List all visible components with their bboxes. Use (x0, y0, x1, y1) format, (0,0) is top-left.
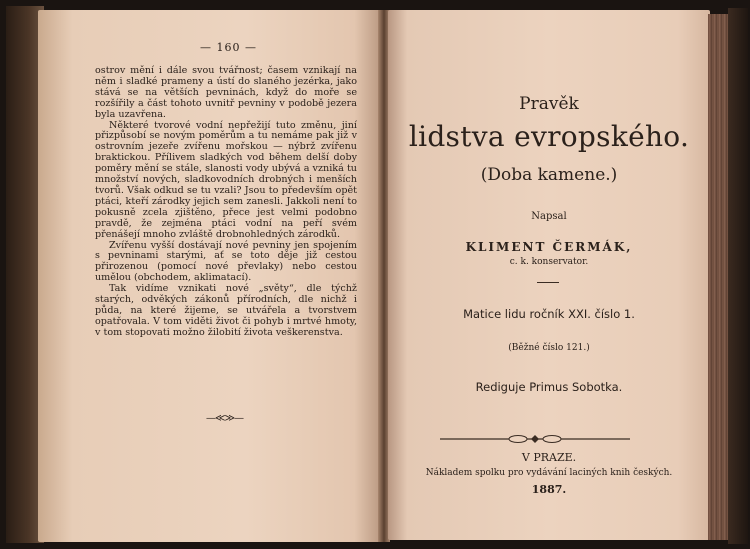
paragraph: Některé tvorové vodní nepřežijí tuto změnu, jiní přizpůsobí se novým poměrům a tu nemáme pak již v ostrovním jezeře zvířenu mořskou — nýbrž zvířenu braktickou. Přílivem sladkých vod během delší doby poměry mění se stále, slanosti vody ubývá a vzniká tu množství nových, sladkovodních drobných i menších tvorů. Však odkud se tu vzali? Jsou to především opět ptáci, kteří zárodky jejich sem zanesli. Jakkoli není to pokusně zcela zjištěno, přece jest velmi podobno pravdě, že zejména ptáci vodní na peří svém přenášejí mnoho zvláště drobnohledných zárodků. (95, 119, 357, 240)
publication-city: V PRAZE. (521, 451, 577, 464)
ornament-rule (440, 433, 630, 445)
publication-year: 1887. (531, 483, 567, 496)
by-label: Napsal (531, 211, 567, 222)
paragraph: Tak vidíme vznikati nové „světy“, dle týchž starých, odvěkých zákonů přírodních, dle nichž i půda, na které žijeme, se utvářela a tvorstvem opatřovala. V tom viděti život či pohyb i mrtvé hmoty, v tom stopovati možno žilobití života veškerenstva. (95, 283, 357, 338)
page-number: — 160 — (200, 41, 257, 54)
book-title: lidstva evropského. (408, 120, 690, 153)
author-name: KLIMENT ČERMÁK, (465, 240, 633, 254)
paragraph: ostrov mění i dále svou tvářnost; časem vznikají na něm i sladké prameny a ústí do slaného jezérka, jako stává se na větších pevninách, když do moře se rozšířily a část tohoto uvnitř pevniny v podobě jezera byla uzavřena. (95, 65, 357, 120)
ornament-divider: —≪≫— (206, 413, 243, 424)
publisher-line: Nákladem spolku pro vydávání laciných knih českých. (425, 468, 673, 478)
author-role: c. k. konservator. (509, 257, 589, 267)
running-number: (Běžné číslo 121.) (508, 343, 590, 353)
series-line: Matice lidu ročník XXI. číslo 1. (463, 307, 635, 321)
editor-line: Rediguje Primus Sobotka. (475, 380, 623, 394)
pre-title: Pravěk (519, 94, 579, 114)
short-rule (537, 282, 559, 283)
book-subtitle: (Doba kamene.) (480, 165, 618, 185)
right-cover (728, 8, 748, 544)
paragraph: Zvířenu vyšší dostávají nové pevniny jen spojením s pevninami starými, ať se toto děje již cestou přirozenou (pomocí nové převlaky) nebo cestou umělou (obchodem, aklimatací). (95, 239, 357, 284)
left-page-text (95, 66, 357, 339)
